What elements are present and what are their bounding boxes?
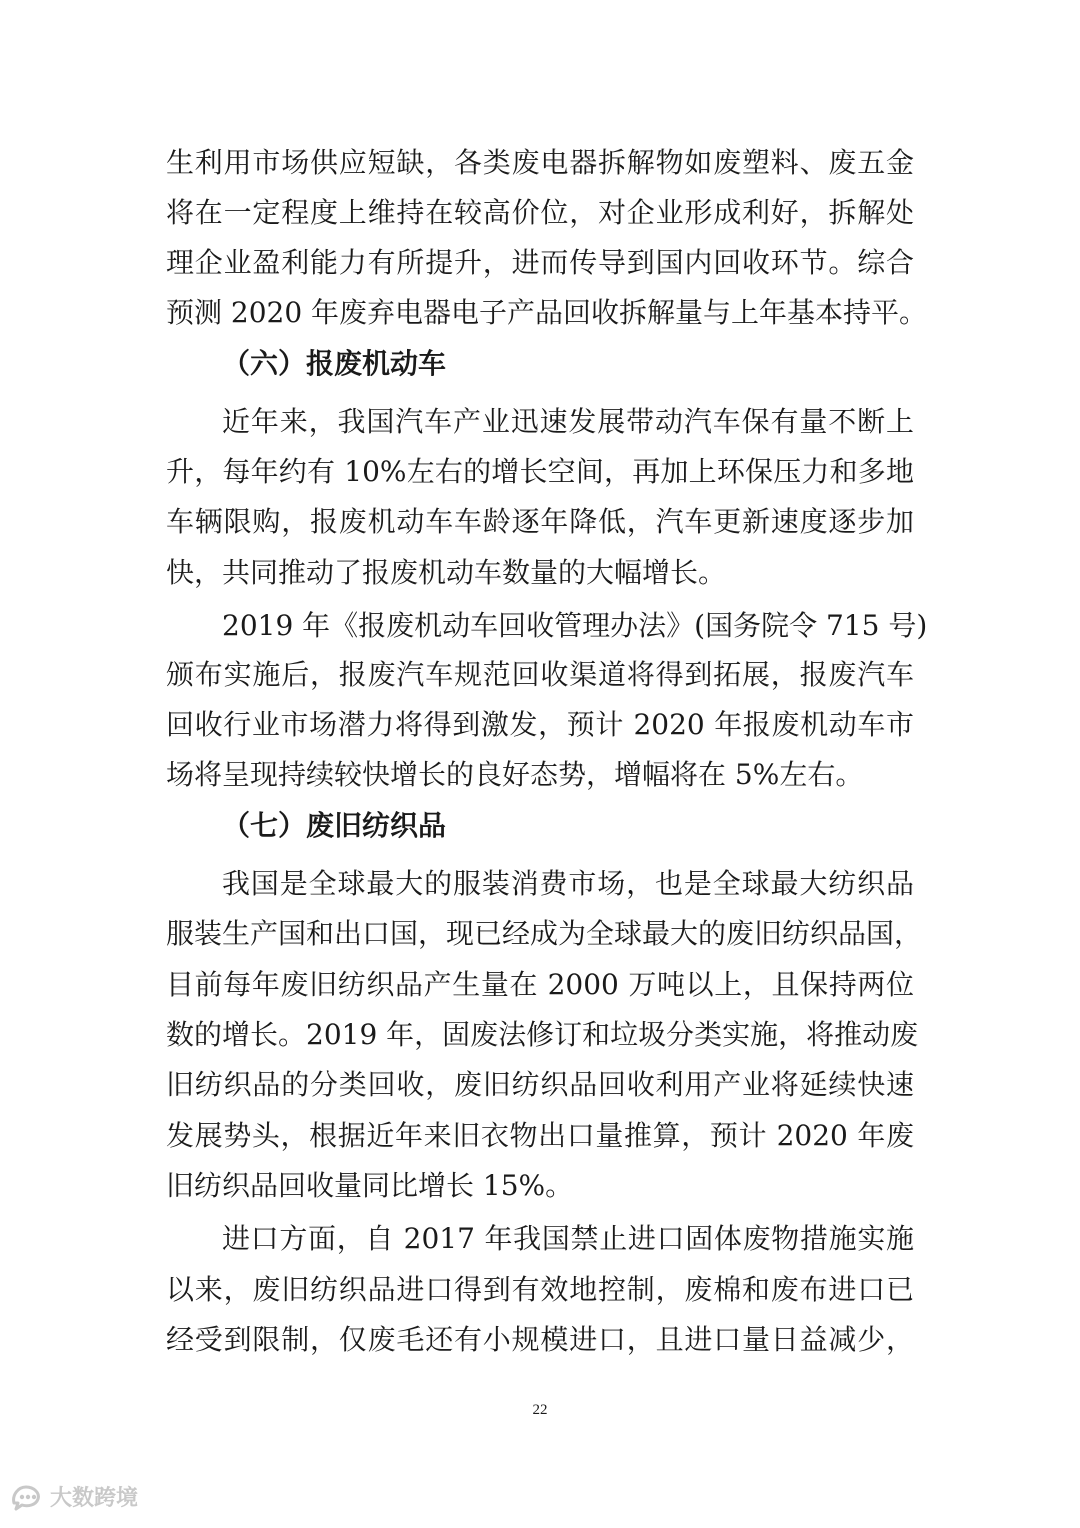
paragraph-line: 将在一定程度上维持在较高价位，对企业形成利好，拆解处 — [166, 196, 914, 229]
paragraph-line: 2019 年《报废机动车回收管理办法》(国务院令 715 号) — [222, 609, 928, 642]
paragraph-line: 理企业盈利能力有所提升，进而传导到国内回收环节。综合 — [166, 246, 914, 279]
paragraph-line: 我国是全球最大的服装消费市场，也是全球最大纺织品 — [222, 867, 914, 900]
section-heading: （七）废旧纺织品 — [222, 809, 447, 842]
paragraph-line: 数的增长。2019 年，固废法修订和垃圾分类实施，将推动废 — [166, 1018, 919, 1051]
paragraph-line: 升，每年约有 10%左右的增长空间，再加上环保压力和多地 — [166, 455, 914, 488]
watermark — [10, 1478, 138, 1514]
watermark-text: 大数跨境 — [50, 1485, 139, 1511]
paragraph-line: 近年来，我国汽车产业迅速发展带动汽车保有量不断上 — [222, 405, 914, 438]
paragraph-line: 目前每年废旧纺织品产生量在 2000 万吨以上，且保持两位 — [166, 968, 914, 1001]
paragraph-line: 旧纺织品的分类回收，废旧纺织品回收利用产业将延续快速 — [166, 1068, 914, 1101]
paragraph-line: 颁布实施后，报废汽车规范回收渠道将得到拓展，报废汽车 — [166, 658, 914, 691]
paragraph-line: 回收行业市场潜力将得到激发，预计 2020 年报废机动车市 — [166, 708, 914, 741]
logo-icon — [10, 1481, 44, 1511]
paragraph-line: 进口方面，自 2017 年我国禁止进口固体废物措施实施 — [222, 1222, 914, 1255]
paragraph-line: 服装生产国和出口国，现已经成为全球最大的废旧纺织品国， — [166, 917, 923, 950]
paragraph-line: 以来，废旧纺织品进口得到有效地控制，废棉和废布进口已 — [166, 1273, 914, 1306]
paragraph-line: 预测 2020 年废弃电器电子产品回收拆解量与上年基本持平。 — [166, 296, 928, 329]
paragraph-line: 场将呈现持续较快增长的良好态势，增幅将在 5%左右。 — [166, 758, 864, 791]
paragraph-line: 生利用市场供应短缺，各类废电器拆解物如废塑料、废五金 — [166, 146, 914, 179]
paragraph-line: 快，共同推动了报废机动车数量的大幅增长。 — [166, 556, 727, 589]
paragraph-line: 车辆限购，报废机动车车龄逐年降低，汽车更新速度逐步加 — [166, 505, 914, 538]
paragraph-line: 旧纺织品回收量同比增长 15%。 — [166, 1169, 574, 1202]
section-heading: （六）报废机动车 — [222, 347, 447, 380]
paragraph-line: 经受到限制，仅废毛还有小规模进口，且进口量日益减少， — [166, 1323, 914, 1356]
paragraph-line: 发展势头，根据近年来旧衣物出口量推算，预计 2020 年废 — [166, 1119, 914, 1152]
page-number: 22 — [532, 1402, 548, 1418]
